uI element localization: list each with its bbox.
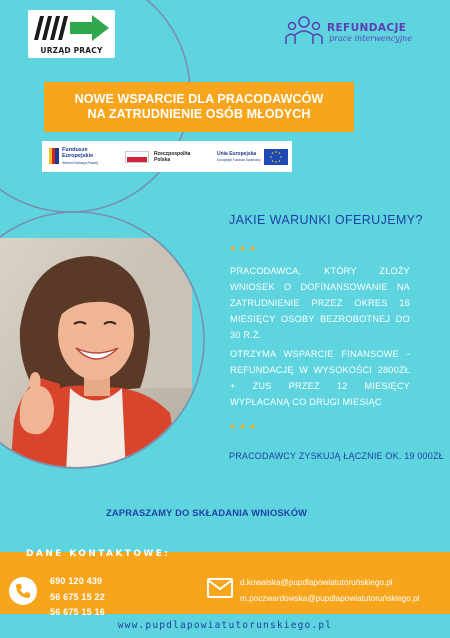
offer-title: JAKIE WARUNKI OFERUJEMY? [229,213,423,227]
eu-flag-icon [264,149,288,165]
pl-label: Rzeczpospolita Polska [154,151,191,163]
fundusze-europejskie-icon [49,148,59,164]
email-list [240,575,419,606]
urzad-pracy-logo [28,10,115,58]
decorative-dots-bottom: ● ● ● [230,421,257,431]
fe-sub: Wiedza Edukacja Rozwój [62,161,98,165]
woman-thumbs-up-photo [0,238,192,474]
phone-list [50,574,105,621]
invitation-text: ZAPRASZAMY DO SKŁADANIA WNIOSKÓW [106,508,308,518]
headline-banner [44,82,354,132]
headline-line-2: NA ZATRUDNIENIE OSÓB MŁODYCH [87,107,311,121]
phone-icon [9,577,37,605]
ue-label: Unia Europejska [217,151,257,157]
email-link[interactable]: m.poczwardowska@pupdlapowiatutoruńskiego.pl [240,593,420,603]
contact-label: DANE KONTAKTOWE: [26,549,171,559]
ue-sub: Europejski Fundusz Społeczny [217,158,261,162]
phone-number[interactable]: 56 675 15 16 [50,607,105,617]
email-link[interactable]: d.kowalska@pupdlapowiatutoruńskiego.pl [240,578,393,587]
total-gain-text: PRACODAWCY ZYSKUJĄ ŁĄCZNIE OK. 19 000ZŁ [229,451,444,461]
headline-line-1: NOWE WSPARCIE DLA PRACODAWCÓW [74,92,324,106]
polish-flag-icon [125,151,149,163]
logo-text: URZĄD PRACY [40,46,103,55]
phone-number[interactable]: 690 120 439 [50,576,103,586]
brand-subtitle: prace interwencyjne [329,34,413,43]
phone-number[interactable]: 56 675 15 22 [50,591,105,602]
decorative-dots-top: ● ● ● [230,243,257,253]
urzad-pracy-logo-icon [34,14,110,44]
offer-paragraph-2: OTRZYMA WSPARCIE FINANSOWE - REFUNDACJĘ W WYSOKOŚCI 2800ZŁ + ZUS PRZEZ 12 MIESIĘCY WYPŁACANĄ CO DRUGI MIESIĄC [230,349,410,407]
website-link[interactable]: www.pupdlapowiatutorunskiego.pl [117,620,333,631]
brand-title: REFUNDACJE [327,22,407,34]
eu-funding-bar [42,141,292,172]
refundacje-people-icon [284,14,324,50]
mail-icon [207,578,233,598]
offer-paragraph-1: PRACODAWCA, KTÓRY ZŁOŻY WNIOSEK O DOFINANSOWANIE NA ZATRUDNIENIE PRZEZ OKRES 16 MIESIĘCY OSOBY BEZROBOTNEJ DO 30 R.Ż. [230,266,410,340]
fe-label: Fundusze Europejskie [62,147,94,159]
